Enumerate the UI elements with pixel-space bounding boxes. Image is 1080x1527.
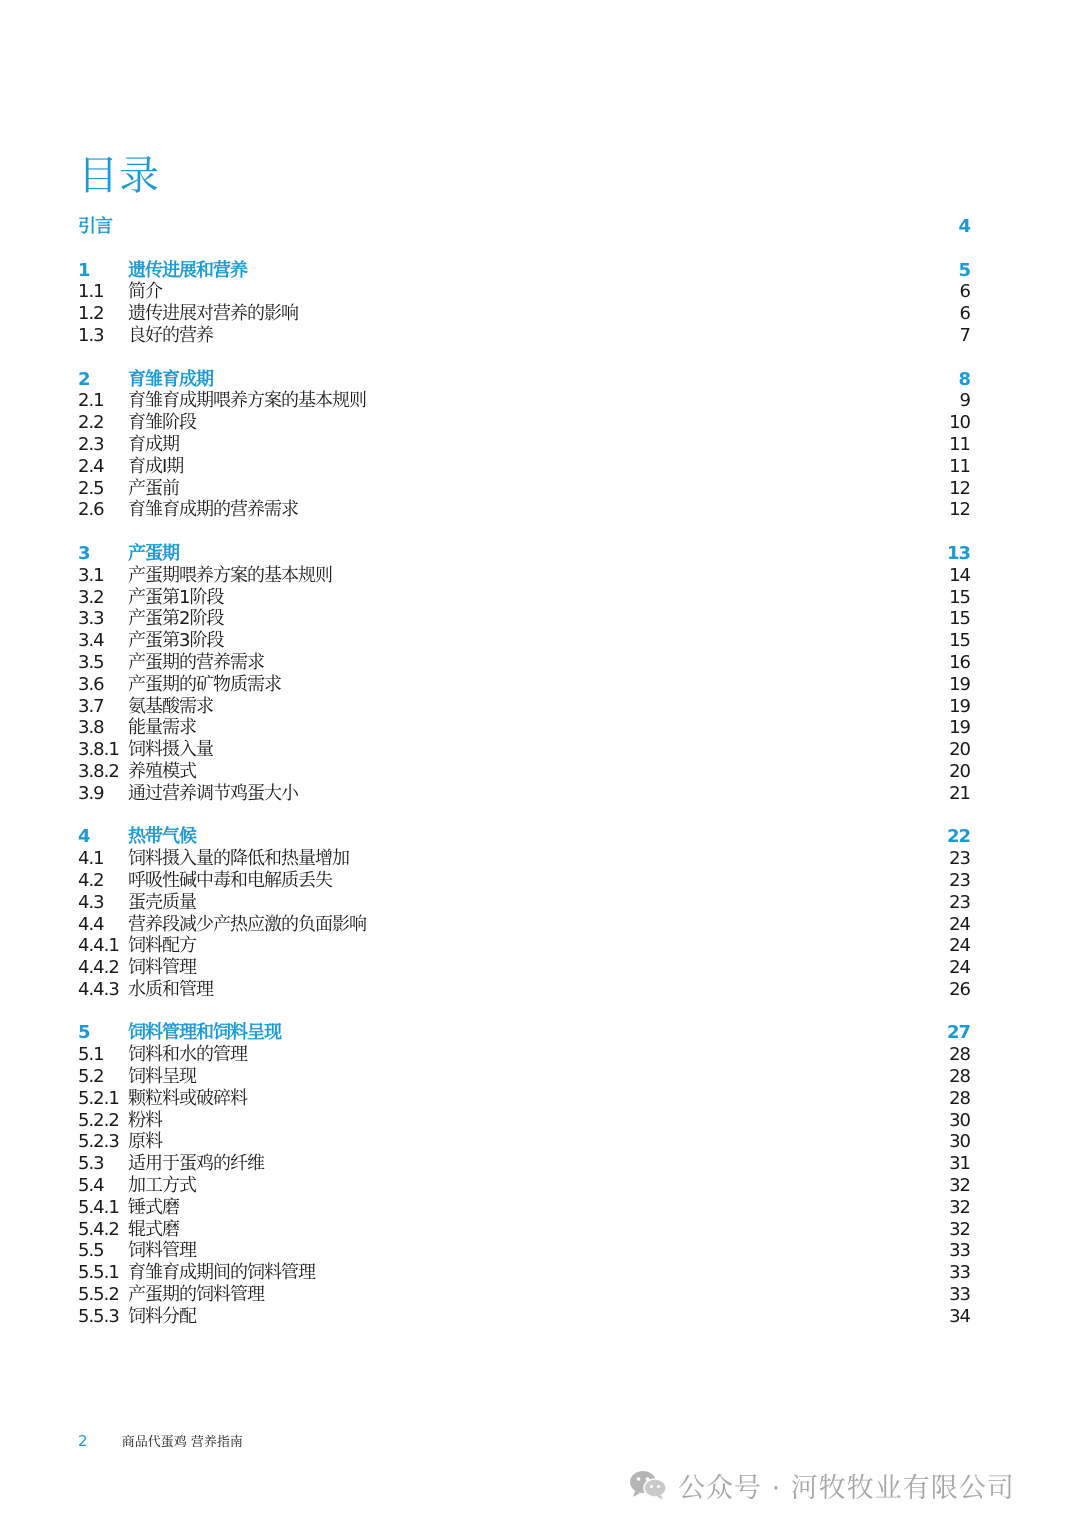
toc-label: 加工方式 (128, 1175, 196, 1197)
toc-label: 遗传进展对营养的影响 (128, 303, 298, 325)
toc-number: 5.2 (78, 1066, 104, 1088)
toc-chapter-row[interactable] (78, 260, 970, 282)
toc-section-row[interactable] (78, 456, 970, 478)
toc-section-row[interactable] (78, 1284, 970, 1306)
table-of-contents (78, 216, 970, 1328)
toc-label: 能量需求 (128, 717, 196, 739)
toc-label: 产蛋第1阶段 (128, 586, 224, 608)
toc-section-row[interactable] (78, 1131, 970, 1153)
toc-page-number: 21 (949, 782, 970, 804)
toc-label: 育成期 (128, 433, 179, 455)
toc-page-number: 8 (958, 368, 970, 390)
toc-label: 水质和管理 (128, 978, 213, 1000)
toc-chapter-row[interactable] (78, 216, 970, 238)
toc-label: 产蛋期的矿物质需求 (128, 673, 281, 695)
toc-section-row[interactable] (78, 587, 970, 609)
toc-number: 5.4.1 (78, 1196, 119, 1218)
toc-number: 3.8.1 (78, 739, 119, 761)
toc-label: 氨基酸需求 (128, 695, 213, 717)
toc-page-number: 34 (949, 1305, 970, 1327)
toc-page-number: 5 (958, 259, 970, 281)
toc-label: 简介 (128, 281, 162, 303)
toc-number: 5.2.3 (78, 1131, 119, 1153)
toc-number: 5.5 (78, 1240, 104, 1262)
toc-section-row[interactable] (78, 390, 970, 412)
toc-label: 营养段减少产热应激的负面影响 (128, 913, 366, 935)
toc-number: 3.9 (78, 782, 104, 804)
toc-label: 颗粒料或破碎料 (128, 1087, 247, 1109)
toc-number: 3.1 (78, 564, 104, 586)
toc-label: 饲料分配 (128, 1305, 196, 1327)
toc-label: 产蛋期的饲料管理 (128, 1284, 264, 1306)
watermark (628, 1465, 1015, 1505)
toc-label: 育雏阶段 (128, 412, 196, 434)
toc-chapter-row[interactable] (78, 369, 970, 391)
toc-section-row[interactable] (78, 957, 970, 979)
toc-number: 4.4 (78, 913, 104, 935)
toc-number: 2.1 (78, 390, 104, 412)
toc-section-row[interactable] (78, 499, 970, 521)
toc-label: 粉料 (128, 1109, 162, 1131)
footer-doc-title: 商品代蛋鸡 营养指南 (121, 1435, 243, 1450)
toc-number: 4.4.1 (78, 935, 119, 957)
toc-page-number: 32 (949, 1218, 970, 1240)
toc-label: 蛋壳质量 (128, 891, 196, 913)
toc-label: 遗传进展和营养 (128, 259, 247, 281)
toc-page-number: 26 (949, 978, 970, 1000)
toc-section-row[interactable] (78, 717, 970, 739)
toc-section-row[interactable] (78, 979, 970, 1001)
toc-section-row[interactable] (78, 565, 970, 587)
toc-page-number: 6 (959, 303, 970, 325)
toc-label: 育雏育成期 (128, 368, 213, 390)
toc-page-number: 20 (949, 760, 970, 782)
toc-number: 1.1 (78, 281, 104, 303)
toc-page-number: 33 (949, 1262, 970, 1284)
toc-label: 饲料摄入量 (128, 739, 213, 761)
page-title: 目录 (78, 153, 160, 199)
toc-number: 3.4 (78, 630, 104, 652)
toc-page-number: 14 (949, 564, 970, 586)
toc-number: 3.8.2 (78, 760, 119, 782)
toc-page-number: 28 (949, 1087, 970, 1109)
toc-number: 4.1 (78, 848, 104, 870)
toc-page-number: 16 (949, 651, 970, 673)
toc-number: 5.2.1 (78, 1087, 119, 1109)
toc-section-row[interactable] (78, 739, 970, 761)
toc-label: 产蛋期 (128, 542, 179, 564)
toc-section-row[interactable] (78, 696, 970, 718)
toc-section-row[interactable] (78, 1262, 970, 1284)
page-footer (78, 1431, 243, 1450)
toc-number: 2.2 (78, 412, 104, 434)
toc-page-number: 9 (959, 390, 970, 412)
toc-section-row[interactable] (78, 1153, 970, 1175)
toc-label: 产蛋第3阶段 (128, 630, 224, 652)
toc-page-number: 30 (949, 1131, 970, 1153)
toc-label: 通过营养调节鸡蛋大小 (128, 782, 298, 804)
toc-section-row[interactable] (78, 325, 970, 347)
toc-label: 产蛋期的营养需求 (128, 651, 264, 673)
toc-section-row[interactable] (78, 608, 970, 630)
toc-page-number: 20 (949, 739, 970, 761)
toc-page-number: 24 (949, 957, 970, 979)
toc-number: 3.2 (78, 586, 104, 608)
toc-chapter-row[interactable] (78, 543, 970, 565)
toc-number: 4.2 (78, 869, 104, 891)
toc-section-row[interactable] (78, 1197, 970, 1219)
toc-label: 育雏育成期间的饲料管理 (128, 1262, 315, 1284)
toc-section-row[interactable] (78, 1219, 970, 1241)
toc-label: 适用于蛋鸡的纤维 (128, 1153, 264, 1175)
toc-number: 4.4.3 (78, 978, 119, 1000)
toc-section-row[interactable] (78, 935, 970, 957)
toc-section-row[interactable] (78, 870, 970, 892)
toc-page-number: 13 (946, 542, 970, 564)
toc-label: 产蛋第2阶段 (128, 608, 224, 630)
toc-page-number: 4 (958, 216, 970, 237)
toc-label: 养殖模式 (128, 760, 196, 782)
toc-label: 产蛋期喂养方案的基本规则 (128, 564, 332, 586)
toc-number: 5.3 (78, 1153, 104, 1175)
toc-section-row[interactable] (78, 1044, 970, 1066)
toc-number: 5.4 (78, 1175, 104, 1197)
toc-page-number: 30 (949, 1109, 970, 1131)
toc-label: 饲料摄入量的降低和热量增加 (128, 848, 349, 870)
toc-section-row[interactable] (78, 412, 970, 434)
toc-number: 5.1 (78, 1044, 104, 1066)
toc-number: 引言 (78, 216, 112, 237)
toc-label: 育成I期 (128, 455, 184, 477)
toc-chapter-row[interactable] (78, 826, 970, 848)
toc-section-row[interactable] (78, 478, 970, 500)
toc-section-row[interactable] (78, 892, 970, 914)
toc-label: 饲料和水的管理 (128, 1044, 247, 1066)
toc-page-number: 19 (949, 673, 970, 695)
toc-page-number: 33 (949, 1240, 970, 1262)
toc-section-row[interactable] (78, 1175, 970, 1197)
toc-page-number: 28 (949, 1044, 970, 1066)
toc-number: 2.4 (78, 455, 104, 477)
toc-label: 育雏育成期的营养需求 (128, 499, 298, 521)
toc-page-number: 32 (949, 1196, 970, 1218)
toc-section-row[interactable] (78, 1110, 970, 1132)
toc-page-number: 11 (949, 433, 970, 455)
toc-page-number: 15 (949, 608, 970, 630)
toc-number: 1.2 (78, 303, 104, 325)
toc-section-row[interactable] (78, 652, 970, 674)
toc-page-number: 28 (949, 1066, 970, 1088)
toc-number: 2.6 (78, 499, 104, 521)
toc-chapter-row[interactable] (78, 1022, 970, 1044)
toc-label: 良好的营养 (128, 324, 213, 346)
toc-number: 5.5.1 (78, 1262, 119, 1284)
toc-section-row[interactable] (78, 1066, 970, 1088)
toc-section-row[interactable] (78, 761, 970, 783)
toc-section-row[interactable] (78, 848, 970, 870)
toc-page-number: 33 (949, 1284, 970, 1306)
toc-page-number: 24 (949, 913, 970, 935)
toc-label: 饲料管理和饲料呈现 (128, 1022, 281, 1044)
toc-number: 3 (78, 542, 90, 564)
toc-number: 4.4.2 (78, 957, 119, 979)
toc-number: 3.7 (78, 695, 104, 717)
toc-number: 5.4.2 (78, 1218, 119, 1240)
toc-number: 5 (78, 1022, 90, 1044)
toc-number: 1.3 (78, 324, 104, 346)
toc-page-number: 22 (946, 826, 970, 848)
toc-number: 5.5.3 (78, 1305, 119, 1327)
toc-page-number: 7 (959, 324, 970, 346)
toc-number: 1 (78, 259, 90, 281)
toc-section-row[interactable] (78, 1306, 970, 1328)
toc-label: 呼吸性碱中毒和电解质丢失 (128, 869, 332, 891)
toc-number: 2.3 (78, 433, 104, 455)
toc-label: 热带气候 (128, 826, 196, 848)
toc-page-number: 23 (949, 848, 970, 870)
toc-section-row[interactable] (78, 303, 970, 325)
toc-number: 5.5.2 (78, 1284, 119, 1306)
toc-page-number: 6 (959, 281, 970, 303)
toc-page-number: 19 (949, 695, 970, 717)
toc-page-number: 31 (949, 1153, 970, 1175)
toc-label: 饲料呈现 (128, 1066, 196, 1088)
wechat-icon (628, 1469, 668, 1501)
toc-section-row[interactable] (78, 630, 970, 652)
toc-section-row[interactable] (78, 783, 970, 805)
toc-section-row[interactable] (78, 1240, 970, 1262)
toc-page-number: 19 (949, 717, 970, 739)
toc-section-row[interactable] (78, 434, 970, 456)
toc-number: 3.3 (78, 608, 104, 630)
toc-label: 产蛋前 (128, 477, 179, 499)
toc-number: 2.5 (78, 477, 104, 499)
toc-page-number: 32 (949, 1175, 970, 1197)
toc-label: 锤式磨 (128, 1196, 179, 1218)
toc-number: 3.8 (78, 717, 104, 739)
toc-page-number: 27 (946, 1022, 970, 1044)
toc-number: 2 (78, 368, 90, 390)
toc-page-number: 10 (949, 412, 970, 434)
toc-label: 育雏育成期喂养方案的基本规则 (128, 390, 366, 412)
toc-number: 4 (78, 826, 90, 848)
toc-label: 辊式磨 (128, 1218, 179, 1240)
toc-label: 饲料配方 (128, 935, 196, 957)
toc-page-number: 11 (949, 455, 970, 477)
toc-page-number: 24 (949, 935, 970, 957)
toc-page-number: 12 (949, 477, 970, 499)
toc-section-row[interactable] (78, 674, 970, 696)
toc-section-row[interactable] (78, 1088, 970, 1110)
toc-page-number: 23 (949, 891, 970, 913)
toc-page-number: 15 (949, 630, 970, 652)
toc-section-row[interactable] (78, 281, 970, 303)
toc-label: 原料 (128, 1131, 162, 1153)
toc-label: 饲料管理 (128, 1240, 196, 1262)
toc-number: 3.6 (78, 673, 104, 695)
toc-page-number: 15 (949, 586, 970, 608)
toc-page-number: 23 (949, 869, 970, 891)
toc-number: 4.3 (78, 891, 104, 913)
toc-label: 饲料管理 (128, 957, 196, 979)
footer-page-number: 2 (78, 1432, 88, 1450)
toc-section-row[interactable] (78, 914, 970, 936)
toc-number: 3.5 (78, 651, 104, 673)
toc-page-number: 12 (949, 499, 970, 521)
toc-number: 5.2.2 (78, 1109, 119, 1131)
watermark-text: 公众号 · 河牧牧业有限公司 (678, 1472, 1015, 1504)
